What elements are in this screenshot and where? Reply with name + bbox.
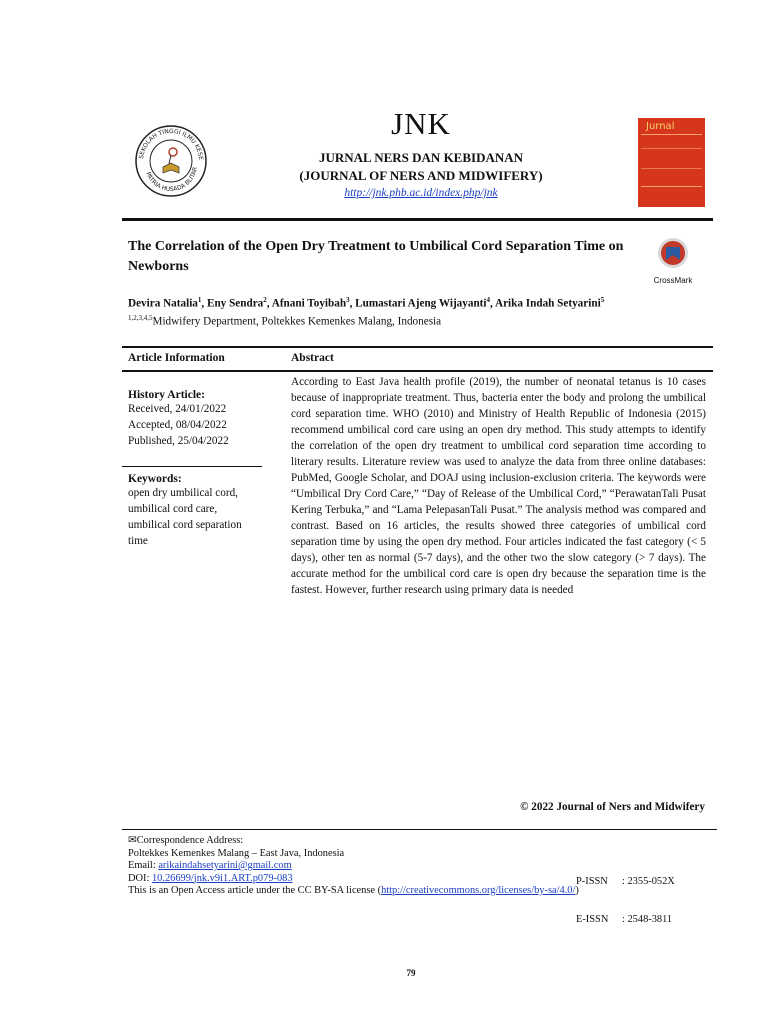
- received-date: Received, 24/01/2022: [128, 403, 227, 415]
- accepted-date: Accepted, 08/04/2022: [128, 419, 227, 431]
- keywords-text: open dry umbilical cord, umbilical cord care, umbilical cord separation time: [128, 487, 242, 547]
- journal-name-en: (JOURNAL OF NERS AND MIDWIFERY): [299, 168, 543, 183]
- author: Afnani Toyibah: [271, 297, 347, 310]
- license-prefix: This is an Open Access article under the CC BY-SA license (: [128, 885, 382, 896]
- svg-text:PATRIA HUSADA BLITAR: PATRIA HUSADA BLITAR: [144, 166, 199, 194]
- crossmark-icon: [655, 237, 691, 269]
- author-sup: 5: [600, 296, 605, 304]
- crossmark-badge[interactable]: [651, 237, 695, 285]
- journal-url-link[interactable]: http://jnk.phb.ac.id/index.php/jnk: [344, 187, 498, 199]
- author-sup: 2: [263, 296, 267, 304]
- email-label: Email:: [128, 860, 159, 871]
- license-suffix: ): [575, 885, 579, 896]
- eissn-label: E-ISSN: [576, 913, 609, 925]
- author-sup: 4: [486, 296, 491, 304]
- affiliation: [128, 314, 728, 328]
- history-heading: History Article:: [128, 389, 205, 401]
- history-rule: [122, 466, 262, 467]
- author-list: Devira Natalia$^1$, Eny Sendra$^2$, Afnani Toyibah$^3$, Lumastari Ajeng Wijayanti$^4$, Arika Indah Setyarini$^5$: [128, 296, 605, 310]
- author: Arika Indah Setyarini: [495, 297, 601, 310]
- correspondence-label-line: [128, 835, 718, 848]
- envelope-icon: ✉: [128, 835, 137, 846]
- article-info-heading: Article Information: [128, 352, 225, 364]
- pissn-label: P-ISSN: [576, 876, 608, 887]
- affiliation-sup: 1,2,3,4,5: [128, 314, 153, 322]
- journal-cover-image: [638, 118, 705, 207]
- license-link[interactable]: http://creativecommons.org/licenses/by-sa/4.0/: [381, 885, 576, 896]
- keywords-heading: Keywords:: [128, 473, 182, 485]
- published-date: Published, 25/04/2022: [128, 435, 229, 447]
- author-sup: 1: [197, 296, 202, 304]
- eissn-line: [576, 914, 675, 927]
- author: Eny Sendra: [207, 297, 264, 310]
- abstract-heading: Abstract: [291, 352, 334, 364]
- footer-rule: [122, 829, 717, 830]
- issn-block: [576, 851, 675, 939]
- section-rule-top: [122, 346, 713, 348]
- affiliation-text: Midwifery Department, Poltekkes Kemenkes Malang, Indonesia: [152, 315, 442, 328]
- author: Lumastari Ajeng Wijayanti: [355, 297, 487, 310]
- history-block: [128, 389, 268, 449]
- doi-label: DOI:: [128, 872, 152, 884]
- correspondence-label: Correspondence Address:: [136, 835, 244, 846]
- copyright: © 2022 Journal of Ners and Midwifery: [520, 801, 705, 813]
- author-sup: 3: [346, 296, 350, 304]
- email-link[interactable]: arikaindahsetyarini@gmail.com: [158, 860, 292, 871]
- paper-title: The Correlation of the Open Dry Treatment to Umbilical Cord Separation Time on Newborns: [128, 239, 624, 274]
- keywords-block: [128, 473, 256, 549]
- pissn-value: : 2355-052X: [622, 876, 675, 887]
- header-rule: [122, 218, 713, 221]
- section-rule-bottom: [122, 370, 713, 372]
- doi-link[interactable]: 10.26699/jnk.v9i1.ART.p079-083: [151, 872, 293, 884]
- journal-name-id: JURNAL NERS DAN KEBIDANAN: [318, 150, 524, 165]
- svg-text:SEKOLAH TINGGI ILMU KESEHATAN: SEKOLAH TINGGI ILMU KESE: [138, 127, 205, 161]
- pissn-line: [576, 876, 675, 889]
- cover-title: Jurnal: [646, 121, 675, 132]
- journal-abbrev: JNK: [391, 106, 451, 141]
- crossmark-label: CrossMark: [653, 276, 693, 285]
- page-number: 79: [406, 968, 416, 978]
- author: Devira Natalia: [128, 297, 198, 310]
- eissn-value: : 2548-3811: [622, 913, 673, 925]
- abstract-body: According to East Java health profile (2019), the number of neonatal tetanus is 10 cases because of inappropriate treatment. Thus, bacteria enter the body and prolong the umbilical cord separation time. WHO (2010) and Ministry of Health Republic of Indonesia (2015) recommend umbilical cord care using an open dry method. This study attempts to identify the correlation of the open dry treatment to umbilical cord separation time according to literary results. Literature review was used to analyze the data from three online databases: PubMed, Google Scholar, and DOAJ using inclusion-exclusion criteria. The keywords were “Umbilical Dry Cord Care,” “Day of Release of the Umbilical Cord,” “PerawatanTali Pusat Kering Terbuka,” and “Lama PelepasanTali Pusat.” The analysis method was compared and contrast. Based on 16 articles, the results showed three categories of umbilical cord separation time by using the open dry method. Four articles indicated the fast category (< 5 days), other ten as normal (5-7 days), and the other two the slow category (> 7 days). The accurate method for the umbilical cord care is open dry because the separation time is the fastest. However, further research using primary data is needed: [291, 376, 706, 596]
- correspondence-address: Poltekkes Kemenkes Malang – East Java, Indonesia: [128, 847, 345, 859]
